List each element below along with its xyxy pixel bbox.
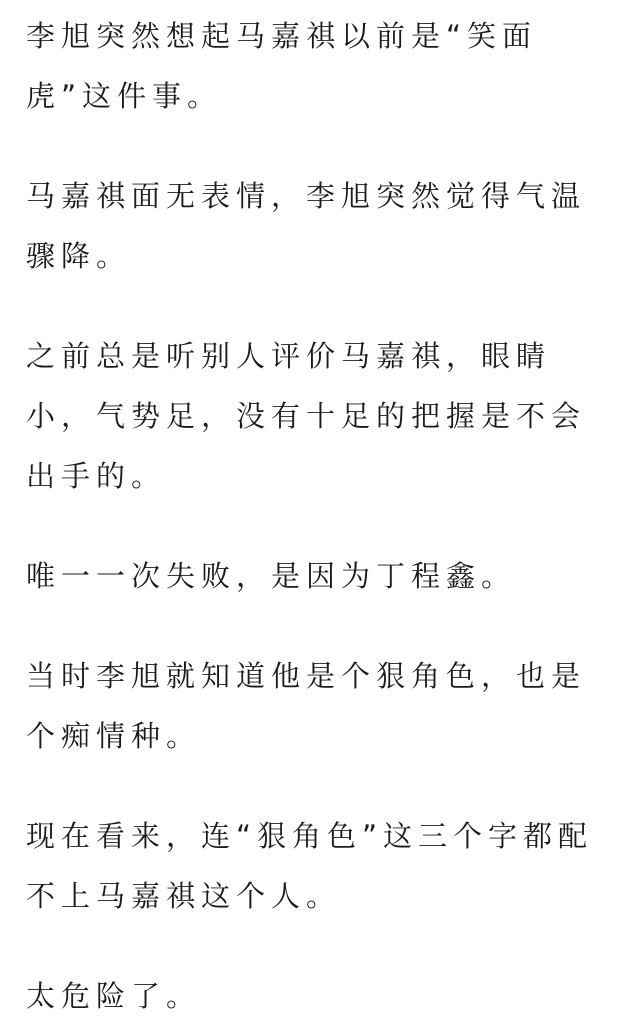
paragraph-4: 唯一一次失败，是因为丁程鑫。: [26, 559, 517, 593]
paragraph-1: 李旭突然想起马嘉祺以前是“笑面虎”这件事。: [26, 19, 538, 113]
paragraph-7: 太危险了。: [26, 979, 202, 1013]
paragraph-2: 马嘉祺面无表情，李旭突然觉得气温骤降。: [26, 179, 587, 273]
paragraph-5: 当时李旭就知道他是个狠角色，也是个痴情种。: [26, 659, 587, 753]
paragraph-3: 之前总是听别人评价马嘉祺，眼睛小，气势足，没有十足的把握是不会出手的。: [26, 339, 587, 493]
paragraph-6: 现在看来，连“狠角色”这三个字都配不上马嘉祺这个人。: [26, 819, 594, 913]
